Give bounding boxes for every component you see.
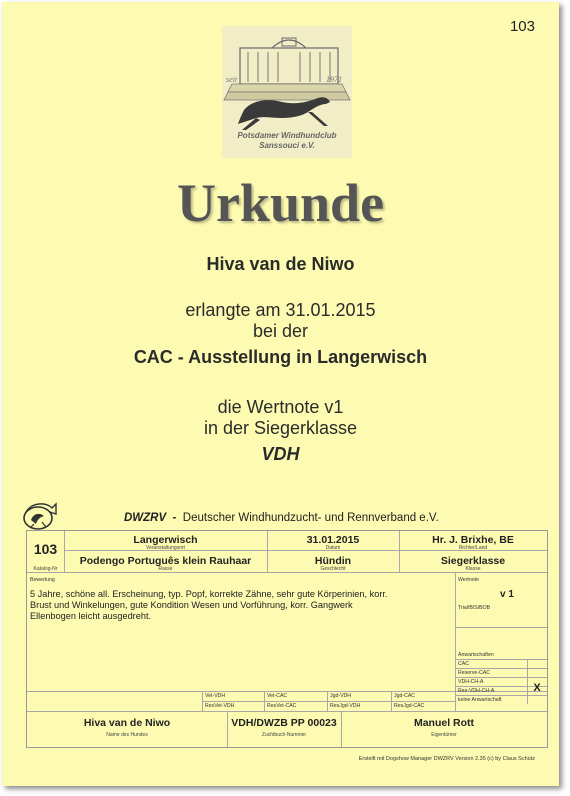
class-caption: Klasse bbox=[465, 566, 481, 572]
award-grid-cell: ResJgd-CAC bbox=[394, 703, 425, 709]
certificate-page bbox=[2, 2, 559, 786]
critique-line: Ellenbogen leicht ausgedreht. bbox=[30, 611, 152, 621]
venue-caption: Veranstaltungsort bbox=[146, 545, 185, 551]
show-class: Siegerklasse bbox=[440, 555, 506, 567]
palace-greyhound-emblem bbox=[222, 26, 352, 158]
club-name: VDH bbox=[261, 444, 300, 464]
critique-text bbox=[30, 589, 452, 622]
catalog-number: 103 bbox=[33, 541, 58, 557]
judge-caption: Richter/Land bbox=[458, 545, 488, 551]
studbook-caption: Zuchtbuch-Nummer bbox=[261, 732, 307, 738]
dog-name-heading: Hiva van de Niwo bbox=[206, 254, 355, 274]
bottom-dog-name: Hiva van de Niwo bbox=[83, 717, 171, 729]
date-caption: Datum bbox=[325, 545, 341, 551]
logo-club-line2: Sanssouci e.V. bbox=[259, 141, 315, 150]
venue: Langerwisch bbox=[133, 534, 198, 546]
club-logo bbox=[222, 26, 352, 158]
show-name: CAC - Ausstellung in Langerwisch bbox=[133, 347, 428, 367]
awards-caption: Anwartschaften bbox=[458, 652, 494, 658]
award-grid-cell: ResVet-VDH bbox=[205, 703, 235, 709]
award-grid-cell: Jgd-CAC bbox=[394, 693, 416, 699]
placement-caption: Trial/BIS/BOB bbox=[458, 605, 491, 611]
breed: Podengo Português klein Rauhaar bbox=[79, 555, 252, 567]
award-label: VDH-CH-A bbox=[458, 679, 484, 685]
certificate-title: Urkunde bbox=[176, 173, 385, 233]
footer-credit: Erstellt mit Dogshow Manager DWZRV Version 2.35 (c) by Claus Schütz bbox=[358, 756, 535, 762]
hunting-horn-icon bbox=[20, 498, 58, 532]
show-date: 31.01.2015 bbox=[306, 534, 360, 546]
catalog-caption: Katalog-Nr bbox=[33, 566, 58, 572]
dog-name-caption: Name des Hundes bbox=[106, 732, 148, 738]
sex-caption: Geschlecht bbox=[320, 566, 346, 572]
judging-table bbox=[26, 530, 548, 748]
earned-date-line: erlangte am 31.01.2015 bbox=[185, 300, 376, 320]
at-line: bei der bbox=[252, 321, 309, 341]
logo-club-line1: Potsdamer Windhundclub bbox=[237, 131, 337, 140]
award-label: Reserve-CAC bbox=[458, 670, 490, 676]
award-grid-cell: ResVet-CAC bbox=[267, 703, 297, 709]
critique-caption: Bewertung bbox=[30, 577, 55, 583]
grade-value: v 1 bbox=[500, 589, 514, 600]
association-line bbox=[124, 512, 439, 524]
award-grid-cell: Vet-VDH bbox=[205, 693, 226, 699]
logo-year: 1971 bbox=[326, 75, 342, 84]
sex: Hündin bbox=[314, 555, 352, 567]
award-grid-cell: Jgd-VDH bbox=[330, 693, 352, 699]
owner-caption: Eigentümer bbox=[431, 732, 457, 738]
award-label: Res-VDH-CH-A bbox=[458, 688, 495, 694]
award-label: CAC bbox=[458, 661, 469, 667]
award-grid-cell: ResJgd-VDH bbox=[330, 703, 361, 709]
page-number: 103 bbox=[509, 18, 535, 35]
critique-line: 5 Jahre, schöne all. Erscheinung, typ. Popf, korrekte Zähne, sehr gute Körperinien, korr. bbox=[30, 589, 388, 599]
grade-caption: Wertnote bbox=[458, 577, 479, 583]
association-name: Deutscher Windhundzucht- und Rennverband e.V. bbox=[182, 512, 439, 524]
judge: Hr. J. Brixhe, BE bbox=[432, 534, 514, 546]
award-mark: X bbox=[533, 682, 541, 694]
critique-line: Brust und Winkelungen, gute Kondition Wesen und Vorführung, korr. Gangwerk bbox=[30, 600, 353, 610]
award-grid-cell: Vet-CAC bbox=[267, 693, 288, 699]
studbook-number: VDH/DWZB PP 00023 bbox=[231, 717, 337, 729]
association-abbr: DWZRV - bbox=[124, 512, 183, 524]
award-label: keine Anwartschaft bbox=[458, 697, 502, 703]
class-line: in der Siegerklasse bbox=[203, 418, 358, 438]
grade-line: die Wertnote v1 bbox=[217, 397, 344, 417]
logo-since: seit bbox=[226, 75, 238, 84]
breed-caption: Rasse bbox=[158, 566, 173, 572]
owner: Manuel Rott bbox=[413, 717, 475, 729]
